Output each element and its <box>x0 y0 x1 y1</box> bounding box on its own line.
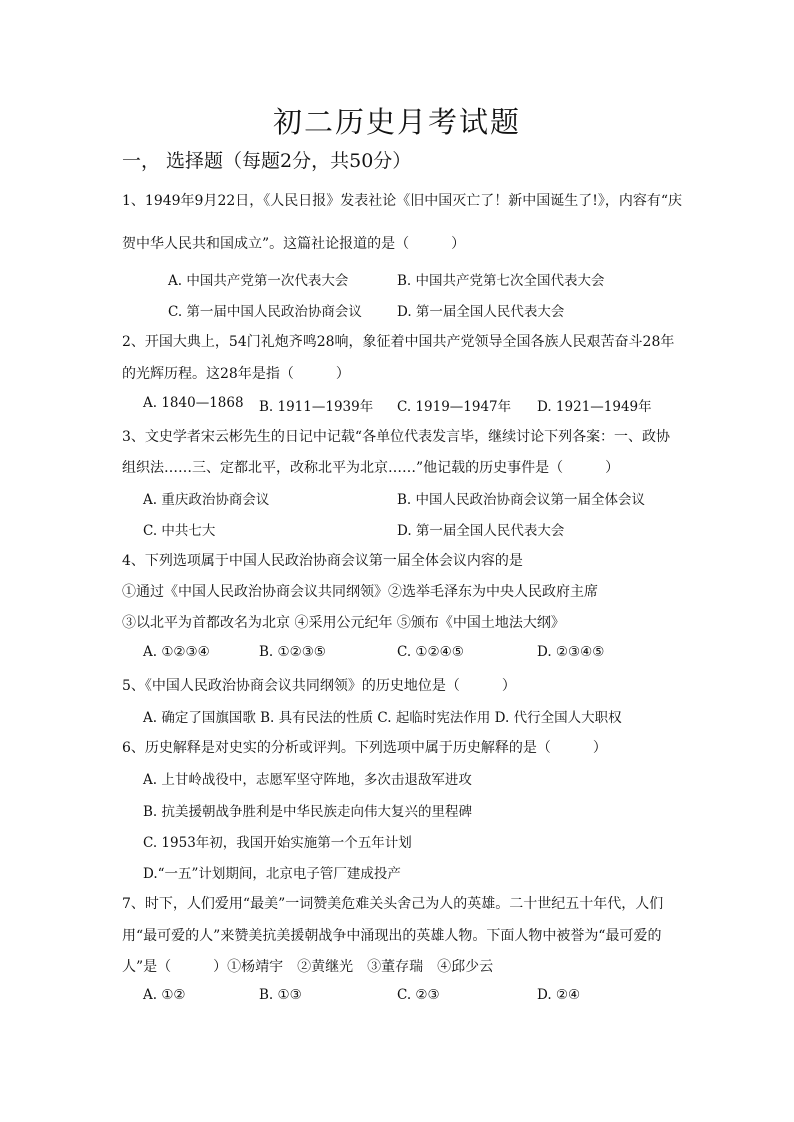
question-6-text-line-1: 6、历史解释是对史实的分析或评判。下列选项中属于历史解释的是（ ） <box>122 740 607 756</box>
question-4-option-a: A. ①②③④ <box>143 644 210 660</box>
question-6-option-b: B. 抗美援朝战争胜利是中华民族走向伟大复兴的里程碑 <box>143 804 473 820</box>
question-7-option-c: C. ②③ <box>397 987 440 1003</box>
question-4-text-line-1: 4、下列选项属于中国人民政治协商会议第一届全体会议内容的是 <box>122 553 523 569</box>
question-3-text-line-1: 3、文史学者宋云彬先生的日记中记载“各单位代表发言毕，继续讨论下列各案：一、政协 <box>122 429 671 445</box>
question-5-text-line-1: 5、《中国人民政治协商会议共同纲领》的历史地位是（ ） <box>122 678 516 694</box>
question-7-option-d: D. ②④ <box>537 987 581 1003</box>
question-1-option-d: D. 第一届全国人民代表大会 <box>397 304 565 320</box>
question-5-options: A. 确定了国旗国歌 B. 具有民法的性质 C. 起临时宪法作用 D. 代行全国人大职权 <box>143 710 622 726</box>
question-7-option-a: A. ①② <box>143 987 186 1003</box>
question-2-option-a: A. 1840—1868 <box>143 395 244 411</box>
question-3-option-a: A. 重庆政治协商会议 <box>143 492 270 508</box>
question-2-text-line-2: 的光辉历程。这28年是指（ ） <box>122 366 350 382</box>
question-1-option-a: A. 中国共产党第一次代表大会 <box>168 273 349 289</box>
question-4-text-line-3: ③以北平为首都改名为北京 ④采用公元纪年 ⑤颁布《中国土地法大纲》 <box>122 615 565 631</box>
question-2-option-b: B. 1911—1939年 <box>259 399 374 415</box>
question-6-option-d: D.“一五”计划期间，北京电子管厂建成投产 <box>143 866 401 882</box>
question-1-text-line-1: 1、1949年9月22日，《人民日报》发表社论《旧中国灭亡了！新中国诞生了!》，内容有“庆 <box>122 193 683 209</box>
section-heading: 一， 选择题（每题2分，共50分） <box>122 150 412 172</box>
question-4-option-d: D. ②③④⑤ <box>537 644 605 660</box>
question-3-option-b: B. 中国人民政治协商会议第一届全体会议 <box>397 492 646 508</box>
question-2-option-d: D. 1921—1949年 <box>537 399 652 415</box>
question-3-option-c: C. 中共七大 <box>143 523 216 539</box>
question-1-text-line-2: 贺中华人民共和国成立”。这篇社论报道的是（ ） <box>122 236 466 252</box>
question-7-text-line-3: 人”是（ ）①杨靖宇 ②黄继光 ③董存瑞 ④邱少云 <box>122 959 494 975</box>
question-2-option-c: C. 1919—1947年 <box>397 399 512 415</box>
question-7-option-b: B. ①③ <box>259 987 302 1003</box>
question-7-text-line-2: 用“最可爱的人”来赞美抗美援朝战争中涌现出的英雄人物。下面人物中被誉为“最可爱的 <box>122 928 662 944</box>
question-3-text-line-2: 组织法……三、定都北平，改称北平为北京……”他记载的历史事件是（ ） <box>122 460 620 476</box>
question-2-text-line-1: 2、开国大典上，54门礼炮齐鸣28响，象征着中国共产党领导全国各族人民艰苦奋斗28年 <box>122 334 675 350</box>
question-4-text-line-2: ①通过《中国人民政治协商会议共同纲领》②选举毛泽东为中央人民政府主席 <box>122 584 598 600</box>
question-7-text-line-1: 7、时下，人们爱用“最美”一词赞美危难关头舍己为人的英雄。二十世纪五十年代，人们 <box>122 896 664 912</box>
question-1-option-b: B. 中国共产党第七次全国代表大会 <box>397 273 605 289</box>
question-4-option-c: C. ①②④⑤ <box>397 644 464 660</box>
question-6-option-a: A. 上甘岭战役中，志愿军坚守阵地，多次击退敌军进攻 <box>143 772 472 788</box>
question-6-option-c: C. 1953年初，我国开始实施第一个五年计划 <box>143 835 412 851</box>
page-title: 初二历史月考试题 <box>272 105 521 139</box>
question-1-option-c: C. 第一届中国人民政治协商会议 <box>168 304 362 320</box>
question-4-option-b: B. ①②③⑤ <box>259 644 326 660</box>
question-3-option-d: D. 第一届全国人民代表大会 <box>397 523 565 539</box>
